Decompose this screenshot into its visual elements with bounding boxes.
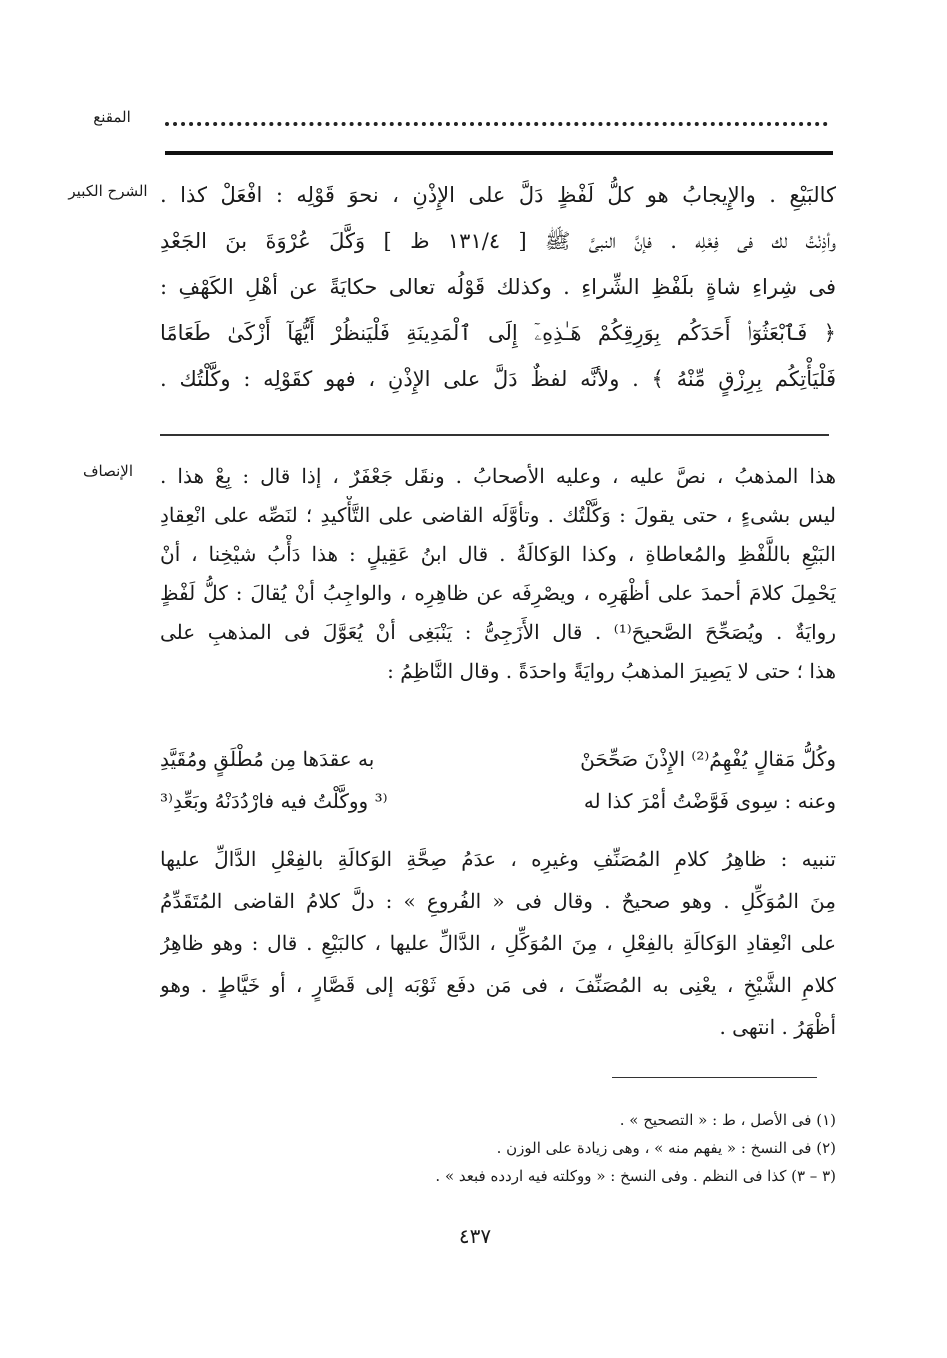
sharh-label: الشرح الكبير bbox=[68, 182, 148, 200]
sharh-text bbox=[160, 172, 836, 402]
page-number: ٤٣٧ bbox=[458, 1224, 492, 1248]
insaf-line: روايَةٌ . ويُصَحِّحَ الصَّحيحَ⁽¹⁾ . قال الأَزَجِىُّ : يَنْبَغِى أنْ يُعَوَّلَ فى المذهبِ على bbox=[160, 620, 836, 644]
poem-hemistich-first: وعنه : سِوى فَوَّضْتُ أمْرَ كذا له bbox=[583, 789, 836, 813]
tanbih-line: على انْعِقادِ الوَكالَةِ بالفِعْلِ ، مِنَ المُوَكِّلِ ، الدَّالِّ عليها ، كالبَيْعِ . قال : وهو ظاهِرُ bbox=[160, 931, 836, 955]
running-title: المقنع bbox=[93, 108, 131, 126]
sharh-line: فَلْيَأْتِكُم بِرِزْقٍ مِّنْهُ ﴾ . ولأنَّه لفظٌ دَلَّ على الإِذْنِ ، فهو كقَوْلِه : وكَّلْتُك . bbox=[160, 367, 836, 391]
footnotes bbox=[360, 1106, 836, 1190]
footnote-rule bbox=[612, 1077, 817, 1078]
footnote: (٣ – ٣) كذا فى النظم . وفى النسخ : « ووكلته فيه اردده فبعد » . bbox=[435, 1167, 836, 1185]
insaf-line: هذا المذهبُ ، نصَّ عليه ، وعليه الأصحابُ . ونقَل جَعْفَرٌ ، إذا قال : بِعْ هذا . bbox=[160, 464, 836, 488]
poem bbox=[160, 738, 836, 822]
sharh-line: ﴿ فَٱبْعَثُوٓا۟ أَحَدَكُم بِوَرِقِكُمْ هَـٰذِهِۦٓ إِلَى ٱلْمَدِينَةِ فَلْيَنظُرْ أَيُّهَآ أَزْكَىٰ طَعَامًا bbox=[160, 321, 836, 345]
insaf-text bbox=[160, 457, 836, 691]
poem-hemistich-second: به عقدَها مِن مُطْلَقٍ ومُقَيَّدِ bbox=[160, 747, 375, 771]
tanbih-line: مِنَ المُوَكِّلِ . وهو صحيحٌ . وقال فى « الفُروعِ » : دلَّ كلامُ القاضى المُتَقَدِّمُ bbox=[160, 889, 836, 913]
sharh-line: فى شِراءِ شاةٍ بلَفْظِ الشِّراءِ . وكذلك قَوْلُه تعالى حكايَةً عن أهْلِ الكَهْفِ : bbox=[160, 275, 836, 299]
sharh-line: وأذِنْتُ لك فى فِعْلِه . فإنَّ النبىَّ ﷺ [ ١٣١/٤ ظ ] وَكَّلَ عُرْوَةَ بنَ الجَعْدِ bbox=[160, 229, 836, 253]
header-rule bbox=[165, 151, 833, 155]
dotted-header-rule bbox=[165, 122, 828, 126]
insaf-line: هذا ؛ حتى لا يَصِيرَ المذهبُ روايَةً واحدَةً . وقال النَّاظِمُ : bbox=[387, 659, 836, 683]
poem-verse bbox=[160, 738, 836, 780]
insaf-label: الإنصاف bbox=[82, 462, 134, 480]
footnote: (١) فى الأصل ، ط : « التصحيح » . bbox=[619, 1111, 836, 1129]
insaf-line: البَيْعِ باللَّفْظِ والمُعاطاةِ ، وكذا الوَكالَةُ . قال ابنُ عَقِيلٍ : هذا دَأْبُ شيْخِنا ، أنْ bbox=[160, 542, 836, 566]
tanbih-line: تنبيه : ظاهِرُ كلامِ المُصَنِّفِ وغيرِه ، عدَمُ صِحَّةِ الوَكالَةِ بالفِعْلِ الدَّالِّ عليها bbox=[160, 847, 836, 871]
insaf-line: ليس بشىءٍ ، حتى يقولَ : وَكَّلْتُك . وتأوَّلَه القاضى على التَّأْكيدِ ؛ لنَصِّه على انْعِقادِ bbox=[160, 503, 836, 527]
poem-verse bbox=[160, 780, 836, 822]
tanbih-line: أظْهَرُ . انتهى . bbox=[719, 1015, 836, 1039]
poem-hemistich-first: وكُلُّ مَقالٍ يُفْهِمُ⁽²⁾ الإِذْنَ صَحِّحَنْ bbox=[580, 747, 836, 771]
tanbih-text bbox=[160, 838, 836, 1048]
insaf-line: يَحْمِلَ كلامَ أحمدَ على أظْهَرِه ، ويصْرِفَه عن ظاهِرِه ، والواجِبُ أنْ يُقالَ : كلُّ لَفْظٍ bbox=[160, 581, 836, 605]
footnote: (٢) فى النسخ : « يفهم منه » ، وهى زيادة على الوزن . bbox=[496, 1139, 836, 1157]
tanbih-line: كلامِ الشَّيْخِ ، يعْنِى به المُصَنِّفَ ، فى مَن دفَع ثَوْبَه إلى قَصَّارٍ ، أو خَيَّاطٍ . وهو bbox=[160, 973, 836, 997]
poem-hemistich-second: ⁽³ ووكَّلْتُ فيه فارْدُدَنْهُ وبَعِّدِ⁽³ bbox=[160, 789, 388, 813]
sharh-line: كالبَيْعِ . والإِيجابُ هو كلُّ لَفْظٍ دَلَّ على الإِذْنِ ، نحوَ قَوْلِه : افْعَلْ كذا . bbox=[160, 183, 836, 207]
section-divider bbox=[160, 434, 829, 436]
